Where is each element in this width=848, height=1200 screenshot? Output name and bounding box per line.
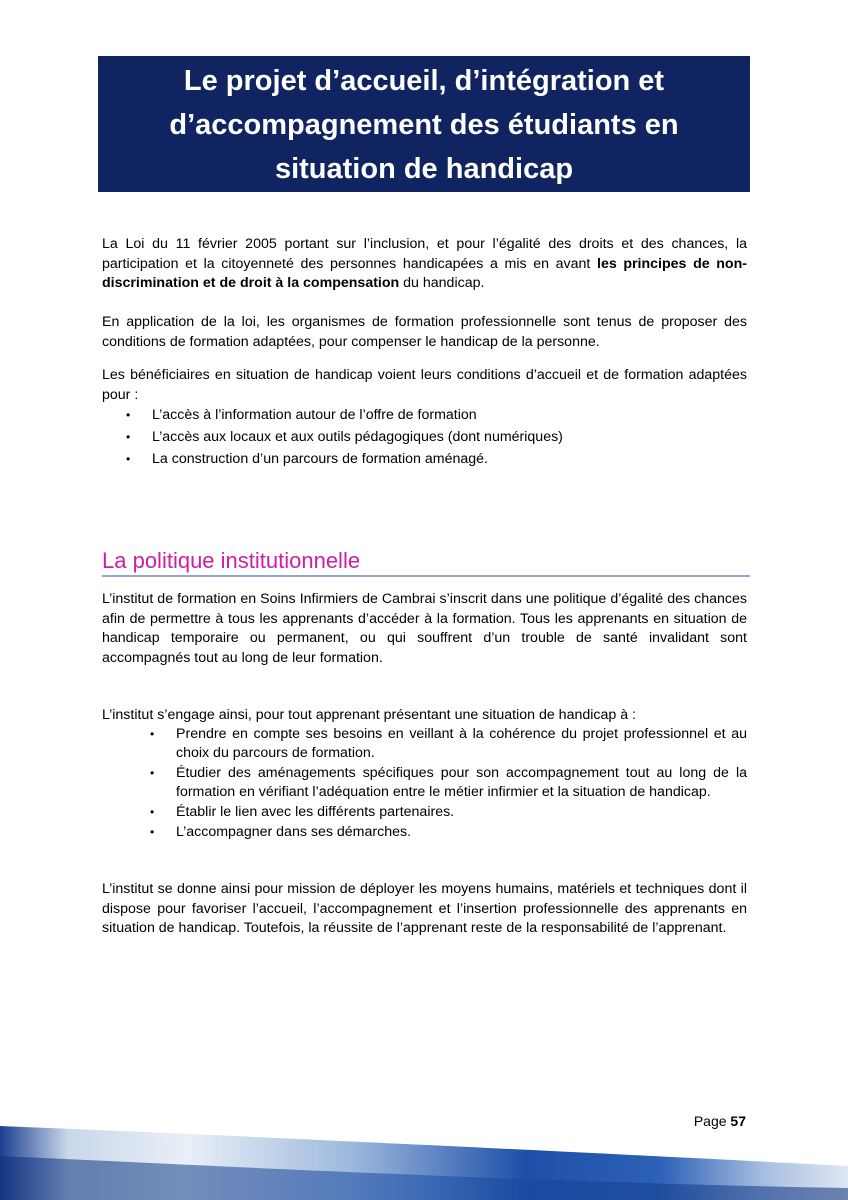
section-paragraph-1: L’institut de formation en Soins Infirmiers de Cambrai s’inscrit dans une politique d’égalité des chances afin de permettre à tous les apprenants d’accéder à la formation. Tous les apprenants en situation de handicap temporaire ou permanent, ou qui souffrent d’un trouble de santé invalidant sont accompagnés tout au long de leur formation. — [102, 591, 747, 666]
bullet-icon: • — [126, 408, 131, 422]
title-line-1: Le projet d’accueil, d’intégration et — [183, 65, 665, 97]
intro-paragraph-3-block — [102, 366, 747, 469]
list-item: • L’accompagner dans ses démarches. — [150, 824, 412, 840]
intro-paragraph-2: En application de la loi, les organismes de formation professionnelle sont tenus de proposer des conditions de formation adaptées, pour compenser le handicap de la personne. — [102, 314, 747, 350]
list-item: • Étudier des aménagements spécifiques pour son accompagnement tout au long de la formation en vérifiant l’adéquation entre le métier infirmier et la situation de handicap. — [150, 765, 747, 800]
page-number-value: 57 — [730, 1113, 746, 1129]
section-paragraph-2-block — [102, 706, 747, 726]
intro-p1-start: La Loi du 11 février 2005 portant sur l’inclusion, et pour l’égalité des droits et des chances, la participation et la citoyenneté des personnes handicapées a mis en avant — [102, 236, 747, 272]
section-bullet-block — [126, 725, 747, 842]
list-item: • Prendre en compte ses besoins en veillant à la cohérence du projet professionnel et au choix du parcours de formation. — [150, 726, 747, 761]
intro-paragraph-1 — [102, 235, 747, 294]
section-bullet-list — [126, 725, 747, 842]
section-paragraph-1-block — [102, 590, 747, 668]
bullet-icon: • — [150, 727, 155, 741]
bullet-icon: • — [126, 430, 131, 444]
list-item: • L’accès aux locaux et aux outils pédagogiques (dont numériques) — [126, 429, 563, 445]
intro-p1-bold: les principes de non-discrimination et de droit à la compensation — [102, 255, 747, 291]
title-line-2: d’accompagnement des étudiants en — [169, 109, 679, 141]
intro-paragraph-2-block — [102, 313, 747, 352]
list-item: • La construction d’un parcours de formation aménagé. — [126, 451, 488, 467]
list-item: • L’accès à l’information autour de l’offre de formation — [126, 407, 477, 423]
title-line-3: situation de handicap — [274, 153, 574, 185]
bullet-icon: • — [150, 805, 155, 819]
section-paragraph-3-block — [102, 880, 747, 939]
section-paragraph-3: L’institut se donne ainsi pour mission de déployer les moyens humains, matériels et techniques dont il dispose pour favoriser l’accueil, l’accompagnement et l’insertion professionnelle des apprenants en situation de handicap. Toutefois, la réussite de l’apprenant reste de la responsabilité de l’apprenant. — [102, 881, 747, 936]
footer-wave-decoration — [0, 1126, 848, 1200]
intro-section — [102, 235, 747, 294]
bullet-icon: • — [126, 452, 131, 466]
section-heading: La politique institutionnelle — [102, 547, 750, 577]
section-paragraph-2: L’institut s’engage ainsi, pour tout apprenant présentant une situation de handicap à : — [102, 707, 636, 723]
title-banner — [98, 56, 750, 192]
intro-bullet-list — [102, 405, 747, 469]
page-label: Page — [693, 1113, 727, 1129]
intro-paragraph-3: Les bénéficiaires en situation de handicap voient leurs conditions d’accueil et de formation adaptées pour : — [102, 367, 747, 403]
bullet-icon: • — [150, 766, 155, 780]
intro-p1-end: du handicap. — [399, 275, 485, 291]
list-item: • Établir le lien avec les différents partenaires. — [150, 804, 455, 820]
bullet-icon: • — [150, 825, 155, 839]
